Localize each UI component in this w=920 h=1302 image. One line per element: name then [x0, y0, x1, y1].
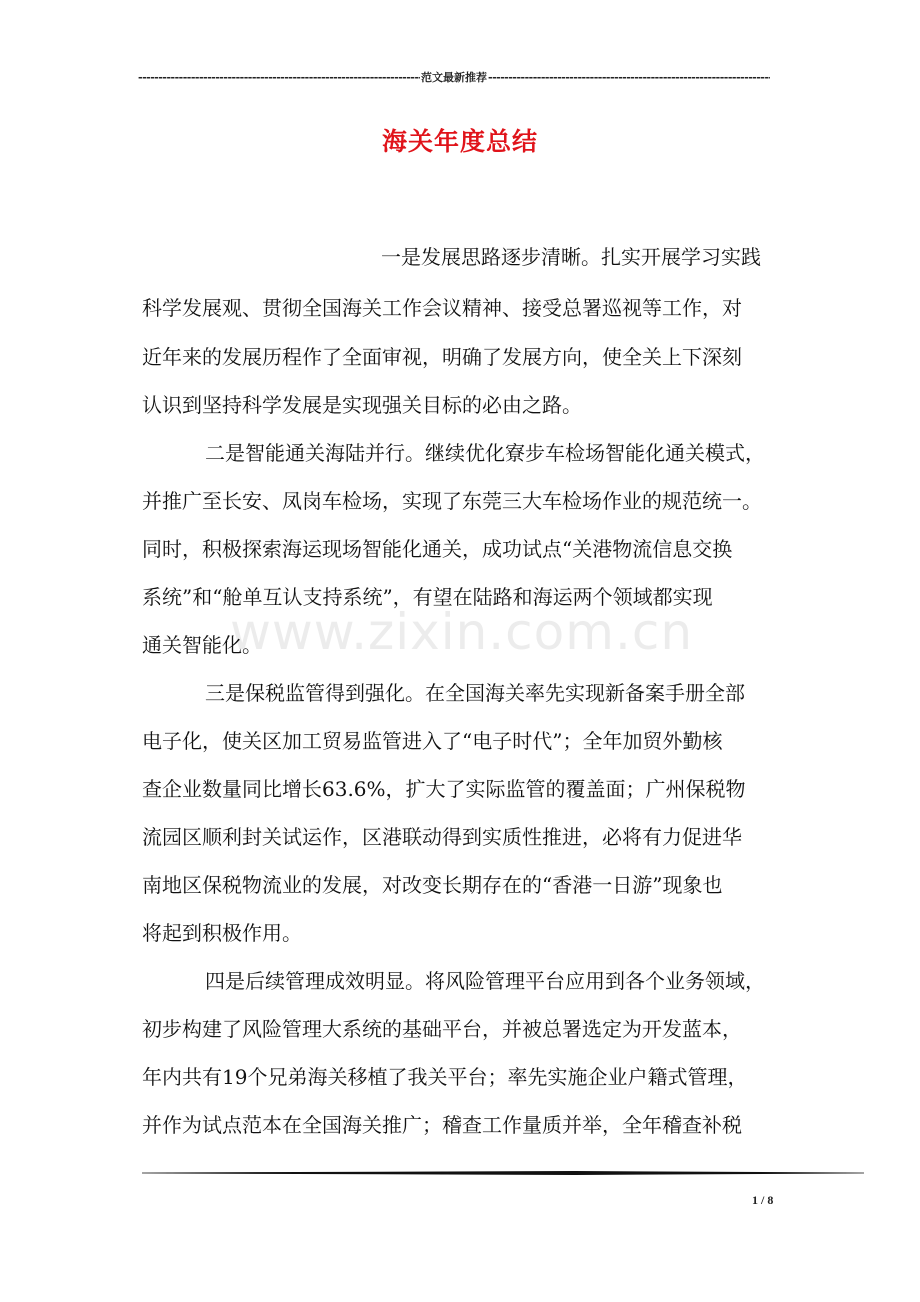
watermark: www.zixin.com.cn [230, 603, 694, 661]
text-line: 电子化，使关区加工贸易监管进入了“电子时代”；全年加贸外勤核 [142, 729, 723, 753]
page-header [138, 68, 770, 86]
text-line: 并作为试点范本在全国海关推广；稽查工作量质并举，全年稽查补税 [142, 1113, 742, 1137]
text-line: 认识到坚持科学发展是实现强关目标的必由之路。 [142, 393, 582, 417]
header-label: 范文最新推荐 [421, 71, 487, 84]
text-line: 将起到积极作用。 [142, 921, 302, 945]
text-line: 南地区保税物流业的发展，对改变长期存在的“香港一日游”现象也 [142, 873, 723, 897]
text-line: 近年来的发展历程作了全面审视，明确了发展方向，使全关上下深刻 [142, 345, 742, 369]
text-line: 同时，积极探索海运现场智能化通关，成功试点“关港物流信息交换 [142, 537, 733, 561]
header-rule-left [138, 71, 420, 84]
header-rule-right [488, 71, 770, 84]
text-line: 四是后续管理成效明显。将风险管理平台应用到各个业务领域， [205, 969, 765, 993]
text-line: 系统”和“舱单互认支持系统”，有望在陆路和海运两个领域都实现 [142, 585, 713, 609]
footer-rule [142, 1171, 864, 1175]
text-line: 科学发展观、贯彻全国海关工作会议精神、接受总署巡视等工作，对 [142, 296, 742, 320]
text-line: 并推广至长安、凤岗车检场，实现了东莞三大车检场作业的规范统一。 [142, 489, 762, 513]
text-line: 初步构建了风险管理大系统的基础平台，并被总署选定为开发蓝本， [142, 1017, 742, 1041]
text-line: 二是智能通关海陆并行。继续优化寮步车检场智能化通关模式， [205, 441, 765, 465]
text-line: 流园区顺利封关试运作，区港联动得到实质性推进，必将有力促进华 [142, 825, 742, 849]
document-title: 海关年度总结 [381, 127, 538, 156]
page-number: 1 / 8 [752, 1193, 774, 1207]
text-line: 一是发展思路逐步清晰。扎实开展学习实践 [381, 245, 761, 269]
text-line: 年内共有19个兄弟海关移植了我关平台；率先实施企业户籍式管理， [142, 1065, 748, 1089]
text-line: 查企业数量同比增长63.6%，扩大了实际监管的覆盖面；广州保税物 [142, 777, 746, 801]
text-line: 三是保税监管得到强化。在全国海关率先实现新备案手册全部 [205, 681, 745, 705]
text-line: 通关智能化。 [142, 633, 262, 657]
